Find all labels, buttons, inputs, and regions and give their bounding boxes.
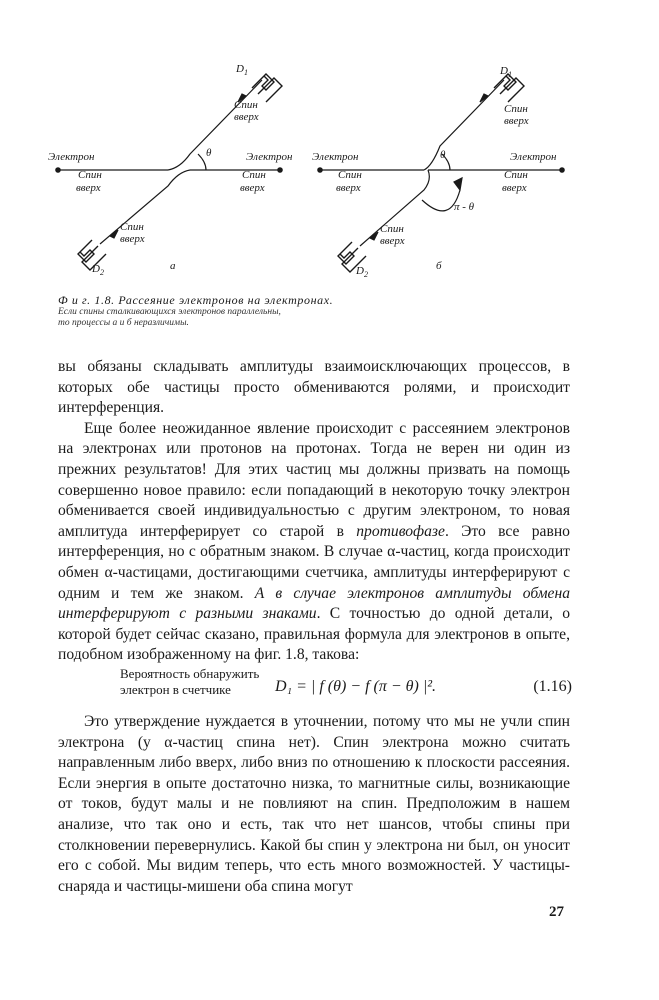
figure-caption (58, 293, 458, 329)
scattering-figure (40, 50, 600, 290)
panel-b-spin-top-2: вверх (504, 115, 529, 127)
panel-b-label: б (436, 260, 442, 272)
panel-b-theta: θ (440, 149, 446, 161)
panel-b-d1 (499, 65, 512, 79)
panel-b-d1-sub: 1 (507, 70, 512, 79)
panel-a-electron-left: Электрон (48, 151, 95, 163)
caption-note-1: Если спины сталкивающихся электронов параллельны, (58, 307, 281, 317)
panel-b-d2 (355, 265, 368, 279)
panel-a-spin-top-2: вверх (234, 111, 259, 123)
panel-a-spin-bottom-1: Спин (120, 221, 144, 233)
panel-a-electron-right: Электрон (246, 151, 293, 163)
paragraph-2-text-1: Еще более неожиданное явление происходит с рассеянием электронов на электронах или протонов на протонах. Тогда не верен ни один из прежних результатов! Для этих частиц мы должны призвать на помощь совершенно новое правило: если попадающий в некоторую точку электрон обменивается своей индивидуальностью с другим электроном, то новая амплитуда интерферирует со старой в (58, 419, 570, 540)
formula-number: (1.16) (533, 678, 572, 695)
panel-b-spin-left-2: вверх (336, 182, 361, 194)
paragraph-2-text-3: . С точностью до одной детали, о которой будет сейчас сказано, правильная формула для электронов в опыте, подобном изображенному на фиг. 1.8, такова: (58, 605, 570, 664)
angle-arc-a (198, 154, 206, 170)
paragraph-2-italic-2: А в случае электронов амплитуды обмена интерферируют с разными знаками (58, 584, 570, 623)
caption-title: Ф и г. 1.8. Рассеяние электронов на электронах. (58, 293, 334, 307)
panel-a-spin-top-1: Спин (234, 99, 258, 111)
panel-b-spin-right-2: вверх (502, 182, 527, 194)
paragraph-2-text-2: . Это все равно интерференция, но с обратным знаком. В случае α-частиц, когда происходит обмен α-частицами, достигающими счетчика, амплитуды интерферируют с одним и тем же знаком. (58, 522, 570, 602)
figure-svg (40, 50, 600, 290)
paragraph-2 (58, 419, 570, 666)
caption-note-2: то процессы а и б неразличимы. (58, 318, 189, 328)
formula-label-1: Вероятность обнаружить (120, 666, 260, 681)
panel-b-pi-minus-theta: π - θ (454, 201, 475, 213)
panel-b-d2-letter: D (356, 265, 364, 277)
panel-b-d2-sub: 2 (363, 270, 368, 279)
panel-a-d2-sub: 2 (99, 268, 104, 277)
b-scattered-up (424, 80, 504, 170)
panel-a-d1 (235, 63, 248, 77)
panel-b-spin-bottom-1: Спин (380, 223, 404, 235)
panel-a-label: а (170, 260, 176, 272)
panel-b-electron-right: Электрон (510, 151, 557, 163)
panel-a-d2-letter: D (92, 263, 100, 275)
panel-b-spin-top-1: Спин (504, 103, 528, 115)
panel-a-spin-bottom-2: вверх (120, 233, 145, 245)
body-text-top (58, 357, 570, 666)
paragraph-2-italic-1: противофазе (356, 522, 445, 540)
panel-a-spin-left-2: вверх (76, 182, 101, 194)
body-text-bottom (58, 712, 570, 897)
panel-a-spin-right-1: Спин (242, 169, 266, 181)
panel-b-spin-bottom-2: вверх (380, 235, 405, 247)
formula-label-2: электрон в счетчике (120, 682, 231, 697)
panel-a-spin-right-2: вверх (240, 182, 265, 194)
formula-1-16 (120, 666, 572, 706)
formula-expression: D₁ = | f (θ) − f (π − θ) |². (275, 678, 437, 695)
panel-a-d1-letter: D (236, 63, 244, 75)
page-number: 27 (549, 904, 564, 920)
paragraph-1: вы обязаны складывать амплитуды взаимоисключающих процессов, в которых обе частицы просто обмениваются ролями, и происходит интерференция. (58, 358, 570, 417)
panel-b-spin-right-1: Спин (504, 169, 528, 181)
panel-a-theta: θ (206, 147, 212, 159)
panel-b-electron-left: Электрон (312, 151, 359, 163)
panel-b-spin-left-1: Спин (338, 169, 362, 181)
panel-b-d1-letter: D (500, 65, 508, 77)
panel-a-d2 (91, 263, 104, 277)
paragraph-3: Это утверждение нуждается в уточнении, потому что мы не учли спин электрона (у α-частиц спина нет). Спин электрона можно считать направленным либо вверх, либо вниз по отношению к плоскости рассеяния. Если энергия в опыте достаточно низка, то магнитные силы, возникающие от токов, будут малы и не повлияют на спин. Предположим в нашем анализе, что так оно и есть, так что нет шансов, чтобы спины при столкновении перевернулись. Какой бы спин у электрона ни был, он уносит его с собой. Мы видим теперь, что есть много возможностей. У частицы-снаряда и частицы-мишени оба спина могут (58, 713, 570, 895)
panel-a-d1-sub: 1 (243, 68, 248, 77)
panel-a-spin-left-1: Спин (78, 169, 102, 181)
